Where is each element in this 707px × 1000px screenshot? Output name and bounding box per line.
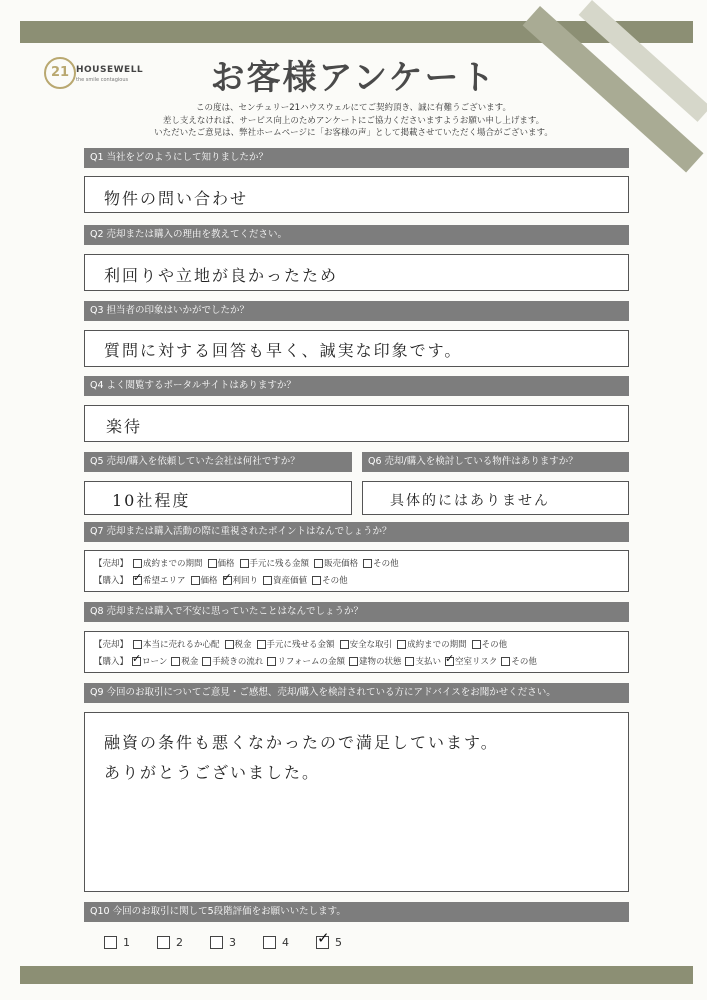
option-label: その他 (373, 559, 399, 569)
option-label: 手続きの流れ (212, 657, 264, 667)
rating-label: 3 (229, 936, 236, 949)
bottom-band (20, 966, 693, 984)
page-title: お客様アンケート (210, 58, 497, 98)
rating-label: 1 (123, 936, 130, 949)
q4-answer: 楽待 (106, 417, 143, 436)
q8-sell-option[interactable] (257, 638, 335, 650)
rating-label: 5 (335, 936, 342, 949)
q8-buy-option[interactable] (267, 655, 345, 667)
checkbox[interactable] (314, 559, 323, 568)
rating-checkbox[interactable] (210, 936, 223, 949)
option-label: 安全な取引 (349, 640, 393, 650)
q7-sell-label: 【売却】 (94, 559, 129, 569)
checkbox[interactable] (133, 640, 142, 649)
checkbox[interactable] (223, 576, 232, 585)
checkbox[interactable] (133, 576, 142, 585)
checkbox[interactable] (397, 640, 406, 649)
checkbox[interactable] (191, 576, 200, 585)
q8-sell-option[interactable] (133, 638, 220, 650)
q8-sell-row (94, 638, 507, 650)
q9-label: Q9 今回のお取引についてご意見・ご感想、売却/購入を検討されている方にアドバイスをお聞かせください。 (84, 683, 629, 703)
q7-buy-option[interactable] (312, 574, 348, 586)
logo-name: HOUSEWELL (76, 65, 144, 75)
q8-buy-label: 【購入】 (94, 657, 129, 667)
checkbox[interactable] (312, 576, 321, 585)
logo-sub: the smile contagious (76, 77, 129, 83)
option-label: 資産価値 (273, 576, 308, 586)
rating-label: 2 (176, 936, 183, 949)
checkbox[interactable] (267, 657, 276, 666)
q9-answer-line-2: ありがとうございました。 (104, 763, 321, 782)
q7-buy-row (94, 574, 348, 586)
option-label: ローン (142, 657, 168, 667)
q7-sell-option[interactable] (363, 557, 399, 569)
q7-sell-option[interactable] (133, 557, 203, 569)
q7-sell-option[interactable] (314, 557, 358, 569)
q7-buy-option[interactable] (191, 574, 218, 586)
option-label: 価格 (217, 559, 235, 569)
q7-buy-option[interactable] (263, 574, 307, 586)
q2-answer: 利回りや立地が良かったため (104, 266, 339, 285)
checkbox[interactable] (363, 559, 372, 568)
checkbox[interactable] (133, 559, 142, 568)
checkbox[interactable] (240, 559, 249, 568)
q8-buy-option[interactable] (501, 655, 537, 667)
intro-text (0, 102, 707, 140)
q1-label: Q1 当社をどのようにして知りましたか？ (84, 148, 629, 168)
option-label: 成約までの期間 (143, 559, 203, 569)
rating-option-1[interactable] (104, 936, 130, 949)
option-label: 空室リスク (455, 657, 498, 667)
option-label: 税金 (234, 640, 252, 650)
checkbox[interactable] (225, 640, 234, 649)
checkbox[interactable] (263, 576, 272, 585)
option-label: 支払い (415, 657, 441, 667)
q8-buy-row (94, 655, 537, 667)
q8-buy-option[interactable] (445, 655, 497, 667)
intro-line-2: 差し支えなければ、サービス向上のためアンケートにご協力くださいますようお願い申し上げます。 (162, 115, 545, 126)
q8-sell-option[interactable] (225, 638, 252, 650)
q6-answer: 具体的にはありません (390, 493, 550, 509)
q1-answer: 物件の問い合わせ (104, 189, 249, 208)
q7-buy-option[interactable] (133, 574, 186, 586)
q4-label: Q4 よく閲覧するポータルサイトはありますか？ (84, 376, 629, 396)
checkbox[interactable] (208, 559, 217, 568)
q10-label: Q10 今回のお取引に関して5段階評価をお願いいたします。 (84, 902, 629, 922)
rating-checkbox[interactable] (263, 936, 276, 949)
option-label: 価格 (200, 576, 218, 586)
option-label: 建物の状態 (358, 657, 402, 667)
q6-label: Q6 売却/購入を検討している物件はありますか？ (362, 452, 629, 472)
rating-option-2[interactable] (157, 936, 183, 949)
q3-label: Q3 担当者の印象はいかがでしたか？ (84, 301, 629, 321)
q7-sell-option[interactable] (208, 557, 235, 569)
q8-buy-option[interactable] (171, 655, 198, 667)
q7-buy-option[interactable] (223, 574, 259, 586)
q7-sell-row (94, 557, 399, 569)
checkbox[interactable] (472, 640, 481, 649)
q8-buy-option[interactable] (202, 655, 263, 667)
q3-answer: 質問に対する回答も早く、誠実な印象です。 (104, 341, 463, 360)
rating-option-3[interactable] (210, 936, 236, 949)
rating-label: 4 (282, 936, 289, 949)
rating-option-4[interactable] (263, 936, 289, 949)
intro-line-3: いただいたご意見は、弊社ホームページに「お客様の声」として掲載させていただく場合がございます。 (154, 128, 553, 138)
option-label: 手元に残る金額 (249, 559, 310, 569)
intro-line-1: この度は、センチュリー21ハウスウェルにてご契約頂き、誠に有難うございます。 (196, 103, 511, 113)
q7-label: Q7 売却または購入活動の際に重視されたポイントはなんでしょうか？ (84, 522, 629, 542)
checkbox[interactable] (132, 657, 141, 666)
q9-answer-line-1: 融資の条件も悪くなかったので満足しています。 (104, 733, 499, 752)
option-label: その他 (511, 657, 537, 667)
q8-sell-option[interactable] (340, 638, 393, 650)
option-label: その他 (322, 576, 348, 586)
option-label: 手元に残せる金額 (266, 640, 335, 650)
option-label: 本当に売れるか心配 (143, 640, 220, 650)
q8-sell-label: 【売却】 (94, 640, 129, 650)
logo-mark: 21 (44, 57, 76, 89)
checkbox[interactable] (202, 657, 211, 666)
checkbox[interactable] (349, 657, 358, 666)
option-label: その他 (481, 640, 508, 650)
q8-buy-option[interactable] (132, 655, 167, 667)
rating-checkbox[interactable] (157, 936, 170, 949)
option-label: 販売価格 (324, 559, 359, 569)
q5-label: Q5 売却/購入を依頼していた会社は何社ですか？ (84, 452, 352, 472)
q5-answer: 10社程度 (112, 491, 191, 510)
checkbox[interactable] (340, 640, 349, 649)
q8-sell-option[interactable] (397, 638, 467, 650)
q8-sell-option[interactable] (472, 638, 508, 650)
checkbox[interactable] (405, 657, 414, 666)
q8-buy-option[interactable] (405, 655, 441, 667)
checkbox[interactable] (257, 640, 266, 649)
option-label: 利回り (232, 576, 259, 586)
option-label: 成約までの期間 (407, 640, 467, 650)
q7-buy-label: 【購入】 (94, 576, 129, 586)
rating-option-5[interactable] (316, 936, 342, 949)
q7-sell-option[interactable] (240, 557, 310, 569)
checkbox[interactable] (445, 657, 454, 666)
rating-checkbox[interactable] (104, 936, 117, 949)
q8-label: Q8 売却または購入で不安に思っていたことはなんでしょうか？ (84, 602, 629, 622)
option-label: 税金 (181, 657, 199, 667)
checkbox[interactable] (501, 657, 510, 666)
q4-answer-box[interactable] (84, 405, 629, 442)
q2-label: Q2 売却または購入の理由を教えてください。 (84, 225, 629, 245)
rating-checkbox[interactable] (316, 936, 329, 949)
q8-buy-option[interactable] (349, 655, 402, 667)
option-label: 希望エリア (143, 576, 186, 586)
option-label: リフォームの金額 (277, 657, 345, 667)
checkbox[interactable] (171, 657, 180, 666)
